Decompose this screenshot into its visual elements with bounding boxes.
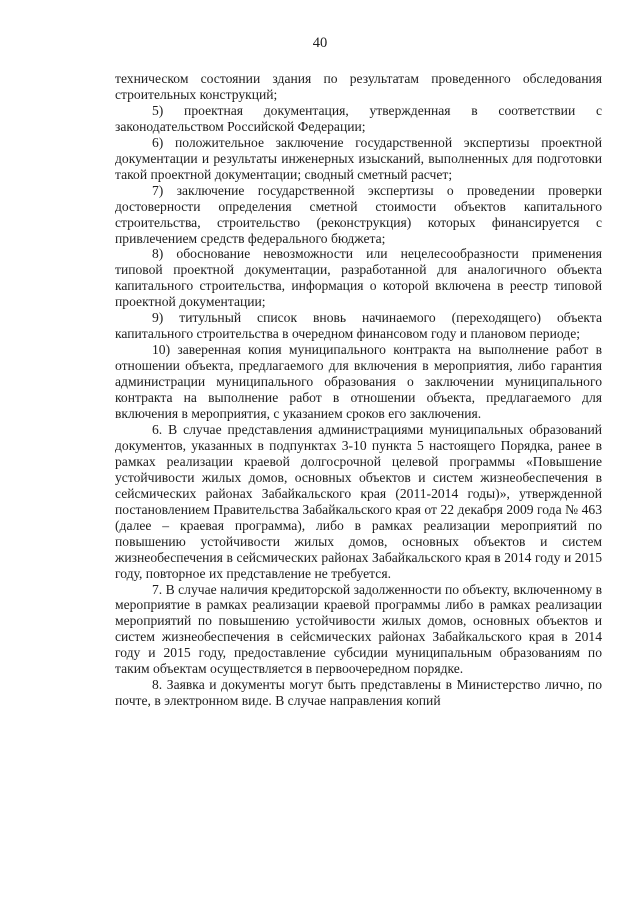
document-body [115, 71, 602, 709]
page-number: 40 [312, 35, 328, 51]
paragraph-item-10: 10) заверенная копия муниципального контракта на выполнение работ в отношении объекта, предлагаемого для включения в мероприятия, либо гарантия администрации муниципального образования о заключении муниципального контракта на выполнение работ в отношении объекта, предлагаемого для включения в мероприятия, с указанием сроков его заключения. [115, 342, 602, 422]
paragraph-point-6: 6. В случае представления администрациями муниципальных образований документов, указанных в подпунктах 3-10 пункта 5 настоящего Порядка, ранее в рамках реализации краевой долгосрочной целевой программы «Повышение устойчивости жилых домов, основных объектов и систем жизнеобеспечения в сейсмических районах Забайкальского края (2011-2014 годы)», утвержденной постановлением Правительства Забайкальского края от 22 декабря 2009 года № 463 (далее – краевая программа), либо в рамках реализации мероприятий по повышению устойчивости жилых домов, основных объектов и систем жизнеобеспечения в сейсмических районах Забайкальского края в 2014 году и 2015 году, повторное их представление не требуется. [115, 421, 602, 581]
paragraph-continuation: техническом состоянии здания по результатам проведенного обследования строительных конструкций; [115, 71, 602, 102]
paragraph-point-8: 8. Заявка и документы могут быть представлены в Министерство лично, по почте, в электронном виде. В случае направления копий [115, 677, 602, 709]
paragraph-item-6: 6) положительное заключение государственной экспертизы проектной документации и результаты инженерных изысканий, выполненных для подготовки такой проектной документации; сводный сметный расчет; [115, 134, 602, 182]
paragraph-item-8: 8) обоснование невозможности или нецелесообразности применения типовой проектной документации, разработанной для аналогичного объекта капитального строительства, информация о которой включена в реестр типовой проектной документации; [115, 246, 602, 310]
paragraph-point-7: 7. В случае наличия кредиторской задолженности по объекту, включенному в мероприятие в рамках реализации краевой программы либо в рамках реализации мероприятий по повышению устойчивости жилых домов, основных объектов и систем жизнеобеспечения в сейсмических районах Забайкальского края в 2014 году и 2015 году, предоставление субсидии муниципальным образованиям по таким объектам осуществляется в первоочередном порядке. [115, 581, 602, 677]
paragraph-item-9: 9) титульный список вновь начинаемого (переходящего) объекта капитального строительства в очередном финансовом году и плановом периоде; [115, 310, 602, 342]
paragraph-item-7: 7) заключение государственной экспертизы о проведении проверки достоверности определения сметной стоимости объектов капитального строительства, строительство (реконструкция) которых финансируется с привлечением средств федерального бюджета; [115, 182, 602, 246]
paragraph-item-5: 5) проектная документация, утвержденная в соответствии с законодательством Российской Федерации; [115, 102, 602, 134]
